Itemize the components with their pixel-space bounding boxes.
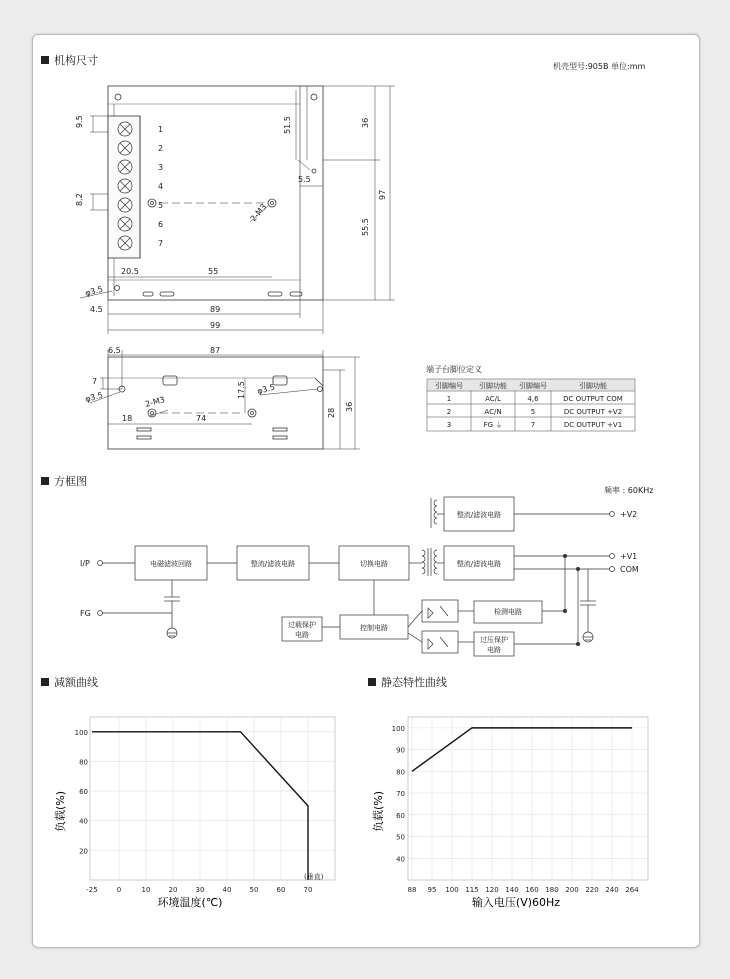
y-tick-label: 80 xyxy=(79,758,88,767)
pin-table-header: 引脚功能 xyxy=(579,382,607,390)
x-tick-label: 140 xyxy=(505,886,519,894)
pin-table-cell: AC/N xyxy=(484,408,502,416)
dim-label: 18 xyxy=(122,414,133,423)
pin-table-cell: 4,6 xyxy=(527,395,539,403)
terminal-number: 3 xyxy=(158,163,164,172)
pin-table-cell: 7 xyxy=(530,421,536,429)
optocoupler-1 xyxy=(422,600,458,622)
pin-table-cell: DC OUTPUT COM xyxy=(563,395,623,403)
x-tick-label: 30 xyxy=(195,886,205,894)
dim-label: 51.5 xyxy=(283,116,292,134)
section-title-block: 方框图 xyxy=(54,475,87,488)
pin-table-header: 引脚编号 xyxy=(519,382,547,390)
pin-table-cell: 3 xyxy=(446,421,452,429)
y-tick-label: 40 xyxy=(79,817,88,826)
static-x-axis-label: 输入电压(V)60Hz xyxy=(471,896,561,909)
output-rectifier-1-label: 整流/滤波电路 xyxy=(456,511,502,519)
side-view-outline xyxy=(108,357,323,449)
x-tick-label: 200 xyxy=(565,886,579,894)
input-label: I/P xyxy=(80,559,90,568)
section-header-derating xyxy=(37,674,111,690)
dim-label: 55 xyxy=(208,267,219,276)
dim-label: φ3.5 xyxy=(256,382,276,396)
terminal-screw-1 xyxy=(118,122,132,136)
dim-label: φ3.5 xyxy=(84,390,104,404)
switching-label: 切换电路 xyxy=(360,560,388,568)
derating-x-unit: (垂直) xyxy=(304,873,324,881)
dim-label: 8.2 xyxy=(75,193,84,206)
derating-x-axis-label: 环境温度(℃) xyxy=(157,896,223,909)
static-y-axis-label: 负载(%) xyxy=(372,790,385,832)
dim-label: 9.5 xyxy=(75,115,84,128)
dim-label: 87 xyxy=(210,346,221,355)
x-tick-label: 60 xyxy=(276,886,286,894)
terminal-screw-2 xyxy=(118,141,132,155)
pin-table-cell: 2 xyxy=(446,408,452,416)
x-tick-label: 88 xyxy=(407,886,417,894)
pin-table-cell: DC OUTPUT +V2 xyxy=(563,408,623,416)
rectifier-label: 整流/滤波电路 xyxy=(250,560,296,568)
x-tick-label: 50 xyxy=(249,886,259,894)
terminal-screw-3 xyxy=(118,160,132,174)
section-title-mechanical: 机构尺寸 xyxy=(54,54,98,67)
pin-table-cell: DC OUTPUT +V1 xyxy=(563,421,623,429)
ovp-label-line2: 电路 xyxy=(487,646,501,654)
terminal-number: 4 xyxy=(158,182,164,191)
dim-label: 5.5 xyxy=(298,175,311,184)
x-tick-label: 120 xyxy=(485,886,499,894)
x-tick-label: 240 xyxy=(605,886,619,894)
x-tick-label: 70 xyxy=(303,886,313,894)
terminal-number: 2 xyxy=(158,144,164,153)
pin-table-cell: 1 xyxy=(446,395,452,403)
terminal-screw-4 xyxy=(118,179,132,193)
y-tick-label: 60 xyxy=(79,788,88,797)
y-tick-label: 60 xyxy=(396,811,405,820)
v2-label: +V2 xyxy=(620,510,638,519)
dim-label: 20.5 xyxy=(121,267,139,276)
ocp-label-line1: 过载保护 xyxy=(288,621,316,629)
section-title-static: 静态特性曲线 xyxy=(381,676,447,689)
x-tick-label: 0 xyxy=(116,886,122,894)
dim-label: 7 xyxy=(92,377,98,386)
x-tick-label: 100 xyxy=(445,886,459,894)
block-diagram xyxy=(0,470,730,665)
derating-y-axis-label: 负载(%) xyxy=(54,790,67,832)
dim-label: 2-M3 xyxy=(248,202,269,224)
dim-label: 28 xyxy=(327,407,336,418)
dim-label: φ3.5 xyxy=(84,284,104,298)
y-tick-label: 20 xyxy=(79,847,88,856)
terminal-number: 5 xyxy=(158,201,164,210)
section-title-derating: 减额曲线 xyxy=(54,676,98,689)
x-tick-label: 160 xyxy=(525,886,539,894)
com-label: COM xyxy=(620,565,639,574)
dim-label: 74 xyxy=(196,414,207,423)
x-tick-label: 40 xyxy=(222,886,232,894)
detect-label: 检测电路 xyxy=(494,608,522,616)
pin-table-title: 端子台脚位定义 xyxy=(426,365,482,374)
x-tick-label: 20 xyxy=(168,886,178,894)
ocp-label-line2: 电路 xyxy=(295,631,309,639)
x-tick-label: 115 xyxy=(465,886,479,894)
terminal-screw-7 xyxy=(118,236,132,250)
dim-label: 17.5 xyxy=(237,381,246,399)
optocoupler-2 xyxy=(422,631,458,653)
dim-label: 36 xyxy=(345,401,354,412)
terminal-screw-5 xyxy=(118,198,132,212)
terminal-number: 7 xyxy=(158,239,164,248)
terminal-screw-6 xyxy=(118,217,132,231)
y-tick-label: 40 xyxy=(396,855,405,864)
pin-table-cell: AC/L xyxy=(485,395,501,403)
v1-label: +V1 xyxy=(620,552,638,561)
derating-chart xyxy=(40,710,340,920)
y-tick-label: 90 xyxy=(396,746,405,755)
y-tick-label: 100 xyxy=(74,728,88,737)
pin-table-cell: 5 xyxy=(530,408,536,416)
terminal-number: 1 xyxy=(158,125,164,134)
dim-label: 55.5 xyxy=(361,218,370,236)
y-tick-label: 100 xyxy=(391,724,405,733)
dim-label: 97 xyxy=(378,189,387,200)
dim-label: 4.5 xyxy=(90,305,103,314)
x-tick-label: 10 xyxy=(141,886,151,894)
pin-table-header: 引脚功能 xyxy=(479,382,507,390)
x-tick-label: 180 xyxy=(545,886,559,894)
emi-filter-label: 电磁滤波回路 xyxy=(150,560,192,568)
mechanical-drawing xyxy=(0,0,730,470)
fg-label: FG xyxy=(80,609,91,618)
x-tick-label: 220 xyxy=(585,886,599,894)
y-tick-label: 80 xyxy=(396,768,405,777)
dim-label: 89 xyxy=(210,305,221,314)
control-label: 控制电路 xyxy=(360,624,388,632)
output-rectifier-2-label: 整流/滤波电路 xyxy=(456,560,502,568)
x-tick-label: 264 xyxy=(625,886,639,894)
case-info: 机壳型号:905B 单位:mm xyxy=(553,62,646,71)
x-tick-label: 95 xyxy=(427,886,437,894)
frequency-label: 频率 : 60KHz xyxy=(604,486,654,495)
y-tick-label: 70 xyxy=(396,790,405,799)
static-chart xyxy=(366,710,666,920)
terminal-number: 6 xyxy=(158,220,164,229)
dim-label: 36 xyxy=(361,117,370,128)
x-tick-label: -25 xyxy=(86,886,98,894)
ovp-label-line1: 过压保护 xyxy=(480,636,508,644)
dim-label: 2-M3 xyxy=(144,395,166,409)
section-header-static xyxy=(364,674,464,690)
pin-table-cell: FG ⏚ xyxy=(483,421,503,429)
dim-label: 99 xyxy=(210,321,221,330)
dim-label: 6.5 xyxy=(108,346,121,355)
pin-table-header: 引脚编号 xyxy=(435,382,463,390)
y-tick-label: 50 xyxy=(396,833,405,842)
